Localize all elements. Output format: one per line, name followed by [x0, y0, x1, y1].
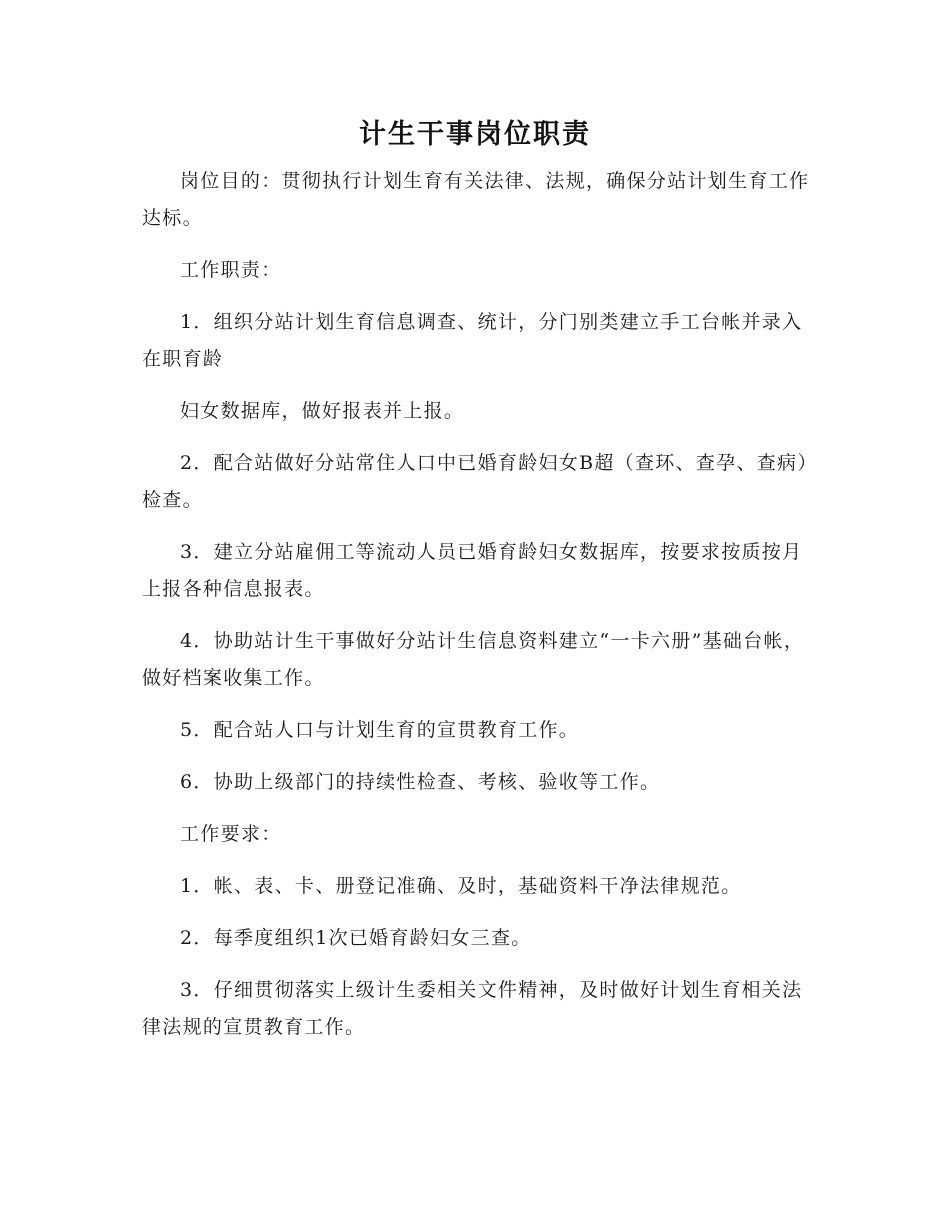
duty-item-3: 3．建立分站雇佣工等流动人员已婚育龄妇女数据库，按要求按质按月上报各种信息报表。 [142, 541, 803, 600]
requirement-item-3: 3．仔细贯彻落实上级计生委相关文件精神，及时做好计划生育相关法律法规的宣贯教育工作。 [142, 979, 803, 1038]
document-title: 计生干事岗位职责 [359, 119, 591, 150]
duty-item-6: 6．协助上级部门的持续性检查、考核、验收等工作。 [180, 771, 661, 793]
duties-heading: 工作职责： [180, 259, 282, 281]
duty-item-5: 5．配合站人口与计划生育的宣贯教育工作。 [180, 719, 580, 741]
duty-item-1-continued: 妇女数据库，做好报表并上报。 [180, 400, 465, 422]
duty-item-2: 2．配合站做好分站常住人口中已婚育龄妇女B超（查环、查孕、查病）检查。 [142, 452, 809, 511]
document-body [142, 163, 814, 1061]
requirements-heading: 工作要求： [180, 823, 282, 845]
requirement-item-2: 2．每季度组织1次已婚育龄妇女三查。 [180, 927, 532, 949]
duty-item-1: 1．组织分站计划生育信息调查、统计，分门别类建立手工台帐并录入在职育龄 [142, 311, 803, 370]
requirement-item-1: 1．帐、表、卡、册登记准确、及时，基础资料干净法律规范。 [180, 875, 742, 897]
duty-item-4: 4．协助站计生干事做好分站计生信息资料建立“一卡六册”基础台帐，做好档案收集工作。 [142, 630, 805, 689]
purpose-paragraph: 岗位目的：贯彻执行计划生育有关法律、法规，确保分站计划生育工作达标。 [142, 170, 810, 229]
